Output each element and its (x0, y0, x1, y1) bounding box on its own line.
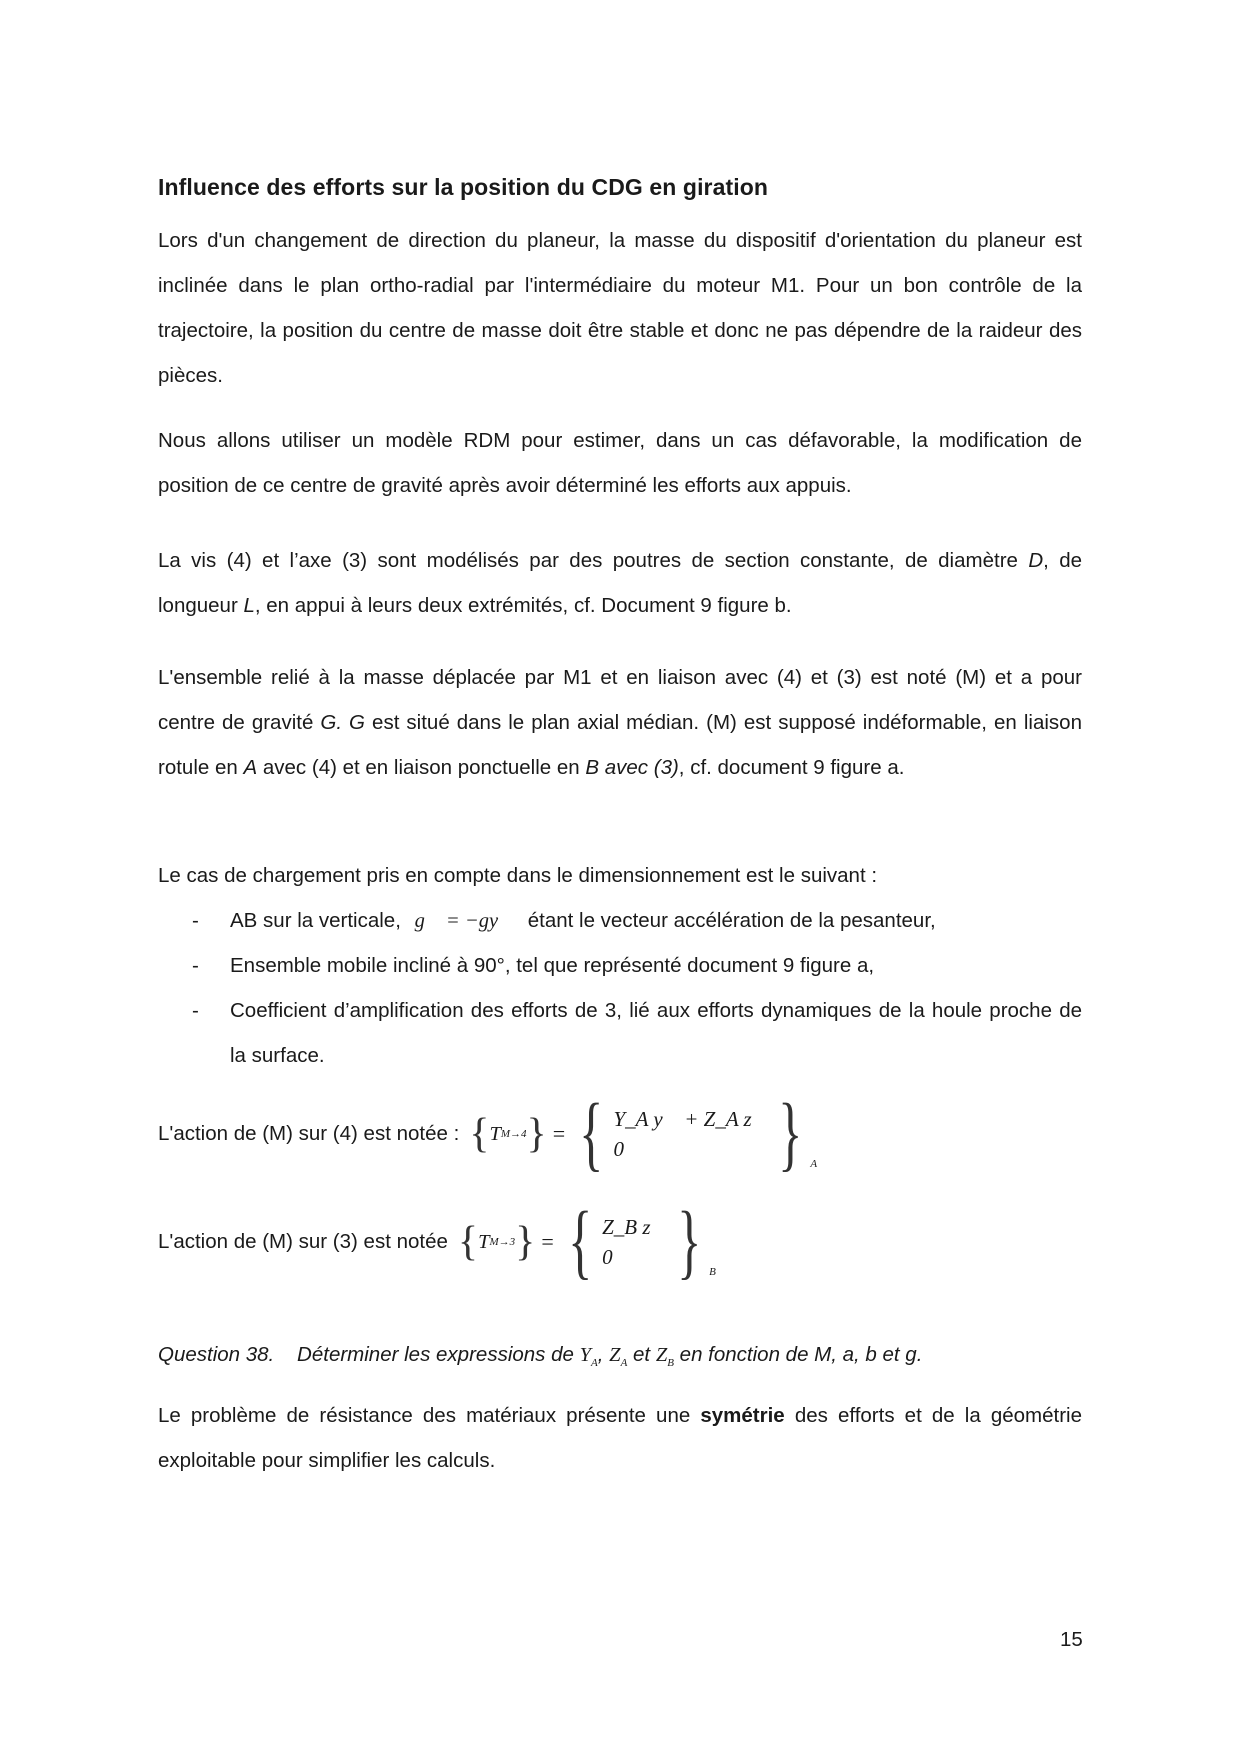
p4-text-4: , cf. document 9 figure a. (678, 756, 905, 779)
eq1-t-subscript: M→4 (500, 1128, 527, 1140)
p4-gravity-center: G. G (320, 711, 366, 734)
bullet-3-text: Coefficient d’amplification des efforts de 3, lié aux efforts dynamiques de la houle proche de la surface. (230, 999, 1082, 1067)
eq2-equals: = (541, 1229, 554, 1254)
final-text-2: des efforts et de la géométrie exploitable pour simplifier les calculs. (158, 1404, 1082, 1472)
eq2-components (602, 1212, 667, 1272)
var-zb: $Z_B$ (655, 1344, 674, 1370)
final-text-1: Le problème de résistance des matériaux présente une (158, 1404, 701, 1427)
question-text-2: en fonction de M, a, b et g. (679, 1343, 923, 1366)
section-heading: Influence des efforts sur la position du CDG en giration (158, 174, 769, 200)
question-38: Question 38. Déterminer les expressions de $Y_A$, $Z_A$ et $Z_B$ en fonction de M, a, b et g. (158, 1343, 923, 1370)
bullet-1-end: étant le vecteur accélération de la pesanteur, (527, 909, 936, 932)
eq2-torsor: { T M→3 } = { Z_B z⃗ 0⃗ } B (457, 1195, 716, 1288)
final-bold-word: symétrie (700, 1404, 785, 1427)
question-label: Question 38. (158, 1343, 275, 1366)
eq2-reduction-point: B (709, 1266, 716, 1278)
eq1-t-symbol: T (489, 1122, 501, 1145)
bullet-dash: - (192, 909, 199, 932)
p4-text-3: avec (4) et en liaison ponctuelle en (257, 756, 586, 779)
eq2-t-symbol: T (478, 1230, 490, 1253)
bullet-2-text: Ensemble mobile incliné à 90°, tel que représenté document 9 figure a, (230, 954, 875, 977)
question-text-1: Déterminer les expressions de (297, 1343, 574, 1366)
bullet-1-start: AB sur la verticale, (230, 909, 401, 932)
paragraph-3 (158, 538, 1082, 628)
eq1-moment: 0⃗ (613, 1137, 641, 1161)
eq2-label: L'action de (M) sur (3) est notée (158, 1230, 448, 1253)
question-et: et (633, 1343, 651, 1366)
var-za: $Z_A$ (609, 1344, 628, 1370)
gravity-vector-formula: g⃗ = −gy⃗ (414, 910, 515, 932)
eq1-equals: = (552, 1121, 566, 1146)
p4-text-1: L'ensemble relié à la masse déplacée par M1 et en liaison avec (4) et (3) est noté (M) et a pour centre de gravité (158, 666, 1082, 734)
bullet-dash: - (192, 954, 199, 977)
paragraph-4 (158, 655, 1082, 790)
paragraph-1: Lors d'un changement de direction du planeur, la masse du dispositif d'orientation du planeur est inclinée dans le plan ortho-radial par l'intermédiaire du moteur M1. Pour un bon contrôle de la trajectoire, la position du centre de masse doit être stable et donc ne pas dépendre de la raideur des pièces. (158, 229, 1082, 387)
p3-diameter-symbol: D (1028, 549, 1044, 572)
eq1-reduction-point: A (810, 1158, 818, 1170)
torsor-equation-2 (158, 1195, 716, 1288)
p3-length-symbol: L (243, 594, 255, 617)
bullet-dash: - (192, 999, 199, 1022)
eq1-torsor: { T M→4 } = { Y_A y⃗ + Z_A z⃗ 0⃗ } A (469, 1087, 818, 1180)
bullet-1 (192, 898, 1082, 944)
eq2-t-subscript: M→3 (489, 1236, 516, 1248)
eq1-components (613, 1104, 768, 1164)
page-number: 15 (1060, 1628, 1083, 1651)
paragraph-2: Nous allons utiliser un modèle RDM pour estimer, dans un cas défavorable, la modification de position de ce centre de gravité après avoir déterminé les efforts aux appuis. (158, 429, 1082, 497)
final-paragraph (158, 1393, 1082, 1483)
p4-text-2: est situé dans le plan axial médian. (M) est supposé indéformable, en liaison rotule en (158, 711, 1082, 779)
p4-point-a: A (243, 756, 258, 779)
eq2-moment: 0⃗ (602, 1245, 629, 1269)
var-ya: $Y_A$ (579, 1344, 598, 1370)
eq1-resultant: Y_A y⃗ + Z_A z⃗ (613, 1107, 769, 1131)
p3-text-2: , de longueur (158, 549, 1083, 617)
bullet-2 (192, 943, 1082, 988)
p3-text-3: , en appui à leurs deux extrémités, cf. Document 9 figure b. (254, 594, 792, 617)
p4-point-b: B avec (3) (585, 756, 679, 779)
eq2-resultant: Z_B z⃗ (602, 1215, 667, 1239)
paragraph-5: Le cas de chargement pris en compte dans le dimensionnement est le suivant : (158, 864, 878, 887)
bullet-3 (192, 988, 1082, 1078)
p3-text-1: La vis (4) et l’axe (3) sont modélisés par des poutres de section constante, de diamètre (158, 549, 1029, 572)
eq1-label: L'action de (M) sur (4) est notée : (158, 1122, 460, 1145)
torsor-equation-1 (158, 1087, 818, 1180)
